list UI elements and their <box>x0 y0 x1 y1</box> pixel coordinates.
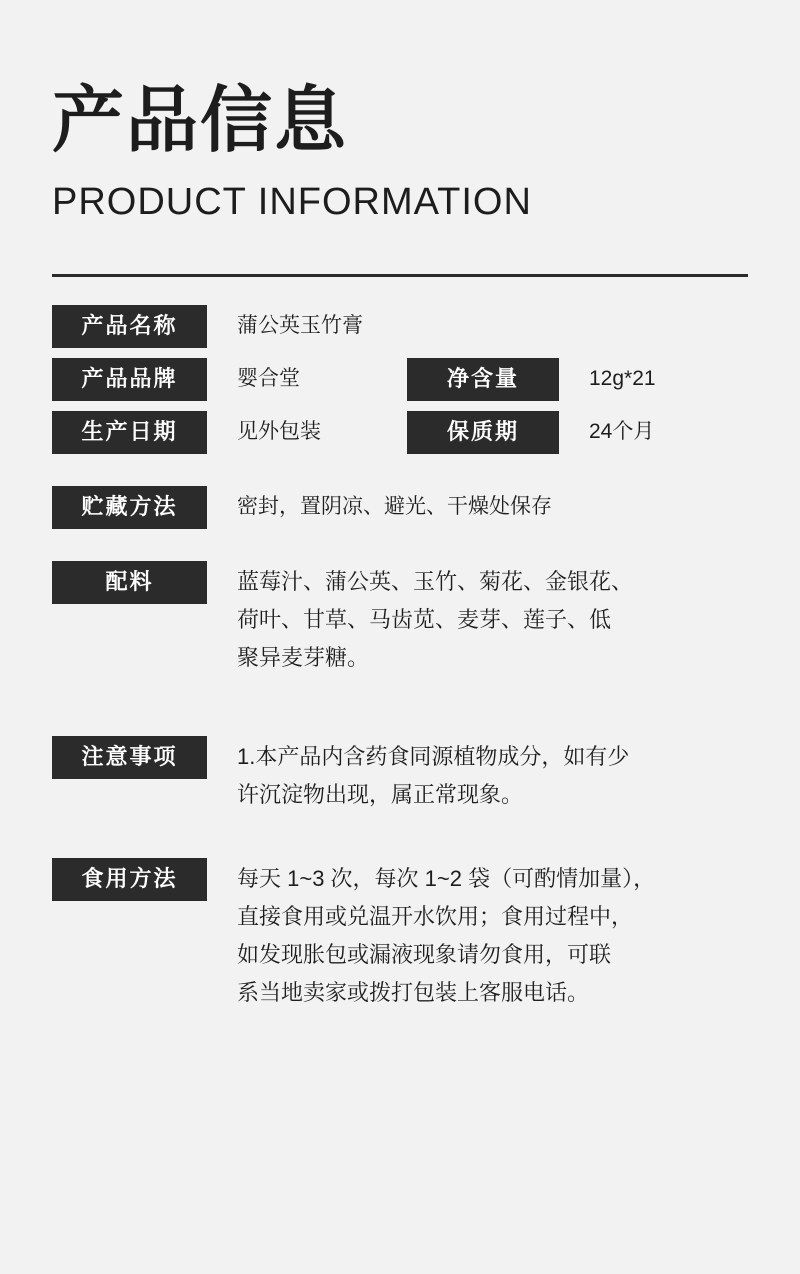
label-brand: 产品品牌 <box>52 358 207 401</box>
page-title-en: PRODUCT INFORMATION <box>52 181 532 223</box>
spacer-2 <box>52 539 748 561</box>
ingredients-line: 蓝莓汁、蒲公英、玉竹、菊花、金银花、 <box>237 569 634 594</box>
label-ingredients: 配料 <box>52 561 207 604</box>
header-divider <box>52 274 748 277</box>
usage-line: 如发现胀包或漏液现象请勿食用，可联 <box>237 941 612 967</box>
label-production-date: 生产日期 <box>52 411 207 454</box>
value-usage <box>207 858 748 1011</box>
row-ingredients <box>52 561 748 676</box>
notice-line: 1.本产品内含药食同源植物成分，如有少 <box>237 744 630 770</box>
usage-line: 每天 1~3 次，每次 1~2 袋（可酌情加量）， <box>237 866 656 892</box>
spacer-1 <box>52 464 748 486</box>
row-product-name <box>52 305 748 348</box>
label-shelf-life: 保质期 <box>407 411 559 454</box>
label-product-name: 产品名称 <box>52 305 207 348</box>
value-shelf-life: 24个月 <box>589 420 655 443</box>
usage-line: 直接食用或兑温开水饮用；食用过程中， <box>237 903 634 929</box>
value-product-name: 蒲公英玉竹膏 <box>237 314 363 337</box>
label-notice: 注意事项 <box>52 736 207 779</box>
value-net-content: 12g*21 <box>589 367 656 390</box>
row-usage <box>52 858 748 1011</box>
row-notice <box>52 736 748 814</box>
spacer-4 <box>52 818 748 858</box>
value-brand: 婴合堂 <box>237 367 300 390</box>
value-ingredients <box>207 561 748 676</box>
notice-line: 许沉淀物出现，属正常现象。 <box>237 782 524 808</box>
row-production-shelf-life <box>52 411 748 454</box>
row-brand-net-content <box>52 358 748 401</box>
spec-table <box>52 305 748 1011</box>
label-net-content: 净含量 <box>407 358 559 401</box>
value-notice <box>207 736 748 814</box>
row-storage <box>52 486 748 529</box>
ingredients-line: 聚异麦芽糖。 <box>237 644 370 670</box>
ingredients-line: 荷叶、甘草、马齿苋、麦芽、莲子、低 <box>237 606 612 632</box>
label-storage: 贮藏方法 <box>52 486 207 529</box>
label-usage: 食用方法 <box>52 858 207 901</box>
value-storage: 密封，置阴凉、避光、干燥处保存 <box>237 495 552 518</box>
page-title-cn: 产品信息 <box>52 81 349 161</box>
usage-line: 系当地卖家或拨打包装上客服电话。 <box>237 979 590 1005</box>
spacer-3 <box>52 680 748 736</box>
value-production-date: 见外包装 <box>237 420 321 443</box>
